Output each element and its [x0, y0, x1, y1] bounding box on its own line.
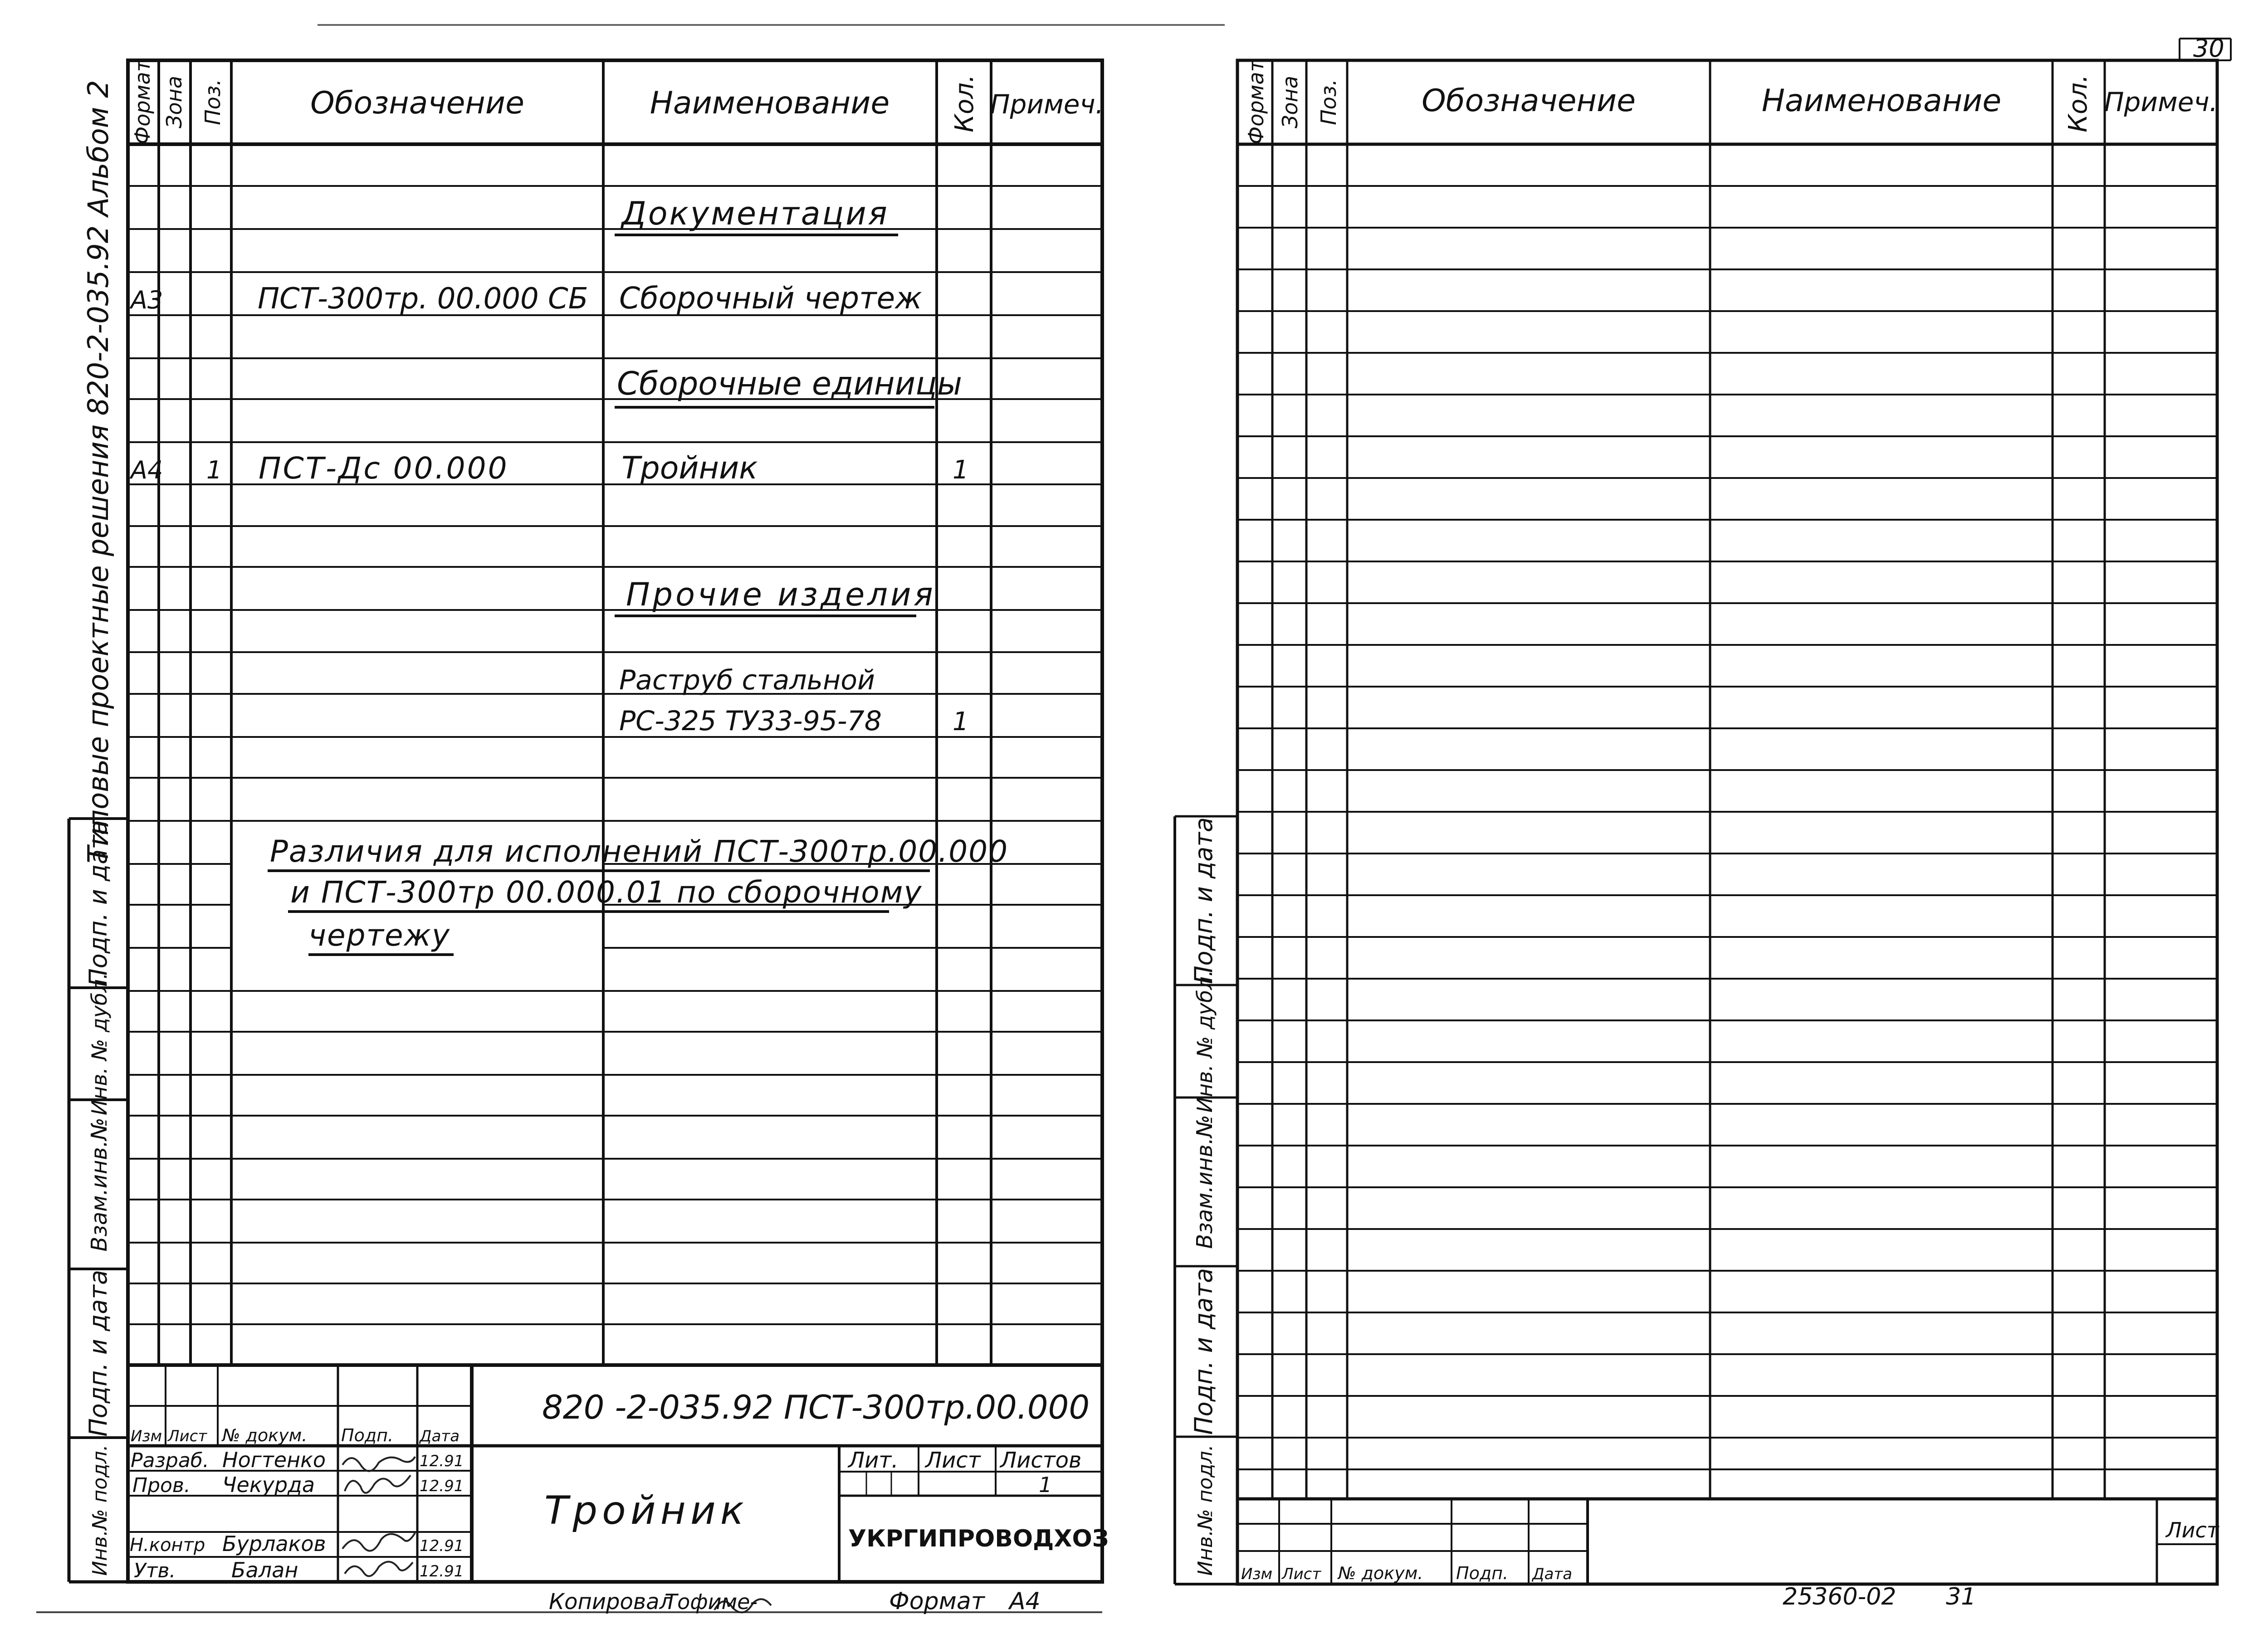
a4-format: А4 [131, 456, 163, 484]
tb-date-4: 12.91 [420, 1562, 464, 1580]
side-sign-date-top: Подп. и дата [84, 820, 112, 987]
tb-role-4: Утв. [134, 1559, 176, 1582]
header-note: Примеч. [990, 89, 1104, 120]
side-sign-date-bottom: Подп. и дата [84, 1270, 112, 1437]
tee-name: Тройник [621, 450, 758, 486]
sheet-number: 30 [2193, 34, 2224, 63]
socket-qty: 1 [953, 707, 969, 737]
tee-pos: 1 [206, 456, 222, 484]
diff-line1: Различия для исполнений ПСТ-300тр.00.000 [270, 834, 1009, 869]
tb-person-2: Чекурда [222, 1473, 315, 1497]
tb-sheets: Листов [1000, 1448, 1082, 1473]
documentation-heading: Документация [621, 195, 889, 232]
r-side-inv-podl: Инв.№ подл. [1194, 1444, 1217, 1576]
r-header-zone: Зона [1278, 76, 1302, 128]
assembly-drawing-name: Сборочный чертеж [619, 281, 922, 316]
r-tb-sheet-label: Лист [2166, 1518, 2219, 1542]
format-label: Формат [889, 1588, 985, 1615]
product-name: Тройник [544, 1488, 748, 1533]
r-header-pos: Поз. [1316, 79, 1341, 125]
side-inv-dubl: Инв. № дубл. [87, 972, 112, 1116]
r-header-designation: Обозначение [1422, 83, 1636, 119]
r-header-name: Наименование [1761, 83, 2002, 119]
r-side-inv-dubl: Инв. № дубл. [1193, 970, 1217, 1113]
tb-lit: Лит. [848, 1448, 899, 1473]
r-side-sign-date-top: Подп. и дата [1189, 817, 1218, 984]
diff-line2: и ПСТ-300тр 00.000.01 по сборочному [290, 875, 923, 910]
tb-col-list: Лист [168, 1427, 207, 1445]
tb-person-3: Бурлаков [222, 1532, 326, 1556]
assembly-units-heading: Сборочные единицы [617, 365, 962, 402]
r-header-qty: Кол. [2063, 74, 2093, 132]
other-items-heading: Прочие изделия [626, 576, 936, 613]
tee-qty: 1 [953, 455, 969, 485]
r-header-note: Примеч. [2104, 87, 2218, 117]
r-tb-col-doc: № докум. [1338, 1563, 1423, 1583]
header-format: Формат [130, 59, 155, 145]
tb-role-2: Пров. [132, 1474, 191, 1497]
tb-date-1: 12.91 [420, 1452, 464, 1470]
socket-name-line2: РС-325 ТУ33-95-78 [619, 705, 882, 737]
tb-role-1: Разраб. [131, 1449, 209, 1472]
organization: УКРГИПРОВОДХОЗ [848, 1525, 1109, 1552]
header-qty: Кол. [950, 74, 979, 132]
tb-date-3: 12.91 [420, 1537, 464, 1555]
header-pos: Поз. [200, 79, 225, 125]
tb-col-date: Дата [420, 1427, 460, 1445]
archive-page: 31 [1946, 1583, 1976, 1610]
diff-line3: чертежу [308, 918, 451, 953]
r-side-sign-date-bottom: Подп. и дата [1189, 1268, 1218, 1435]
r-header-format: Формат [1244, 59, 1268, 145]
copied-signature: Тофиме- [665, 1590, 758, 1614]
r-tb-col-sign: Подп. [1456, 1563, 1509, 1583]
tee-designation: ПСТ-Дс 00.000 [259, 451, 509, 486]
header-zone: Зона [162, 76, 186, 128]
format-value: А4 [1009, 1588, 1041, 1615]
archive-number: 25360-02 [1783, 1583, 1897, 1610]
r-side-vzam-inv: Взам.инв.№ [1192, 1115, 1217, 1249]
album-label: Типовые проектные решения 820-2-035.92 Альбом 2 [82, 80, 115, 863]
copied-label: Копировал [549, 1589, 674, 1614]
tb-col-sign: Подп. [341, 1425, 394, 1445]
r-tb-col-date: Дата [1532, 1565, 1573, 1583]
tb-sheets-value: 1 [1039, 1473, 1052, 1497]
tb-person-1: Ногтенко [222, 1448, 326, 1472]
tb-role-3: Н.контр [130, 1535, 205, 1556]
side-inv-podl: Инв.№ подл. [88, 1444, 112, 1576]
r-tb-col-izm: Изм [1241, 1565, 1273, 1583]
assembly-drawing-designation: ПСТ-300тр. 00.000 СБ [258, 282, 588, 316]
document-code: 820 -2-035.92 ПСТ-300тр.00.000 [542, 1388, 1090, 1426]
tb-sheet: Лист [925, 1448, 981, 1473]
tb-person-4: Балан [231, 1558, 298, 1582]
header-name: Наименование [650, 85, 890, 121]
tb-date-2: 12.91 [420, 1477, 464, 1495]
socket-name-line1: Раструб стальной [619, 664, 875, 696]
side-vzam-inv: Взам.инв.№ [87, 1117, 112, 1252]
r-tb-col-list: Лист [1282, 1565, 1321, 1583]
tb-col-doc: № докум. [222, 1425, 308, 1445]
tb-col-izm: Изм [131, 1427, 162, 1445]
a3-format: А3 [131, 286, 163, 314]
header-designation: Обозначение [310, 85, 524, 121]
